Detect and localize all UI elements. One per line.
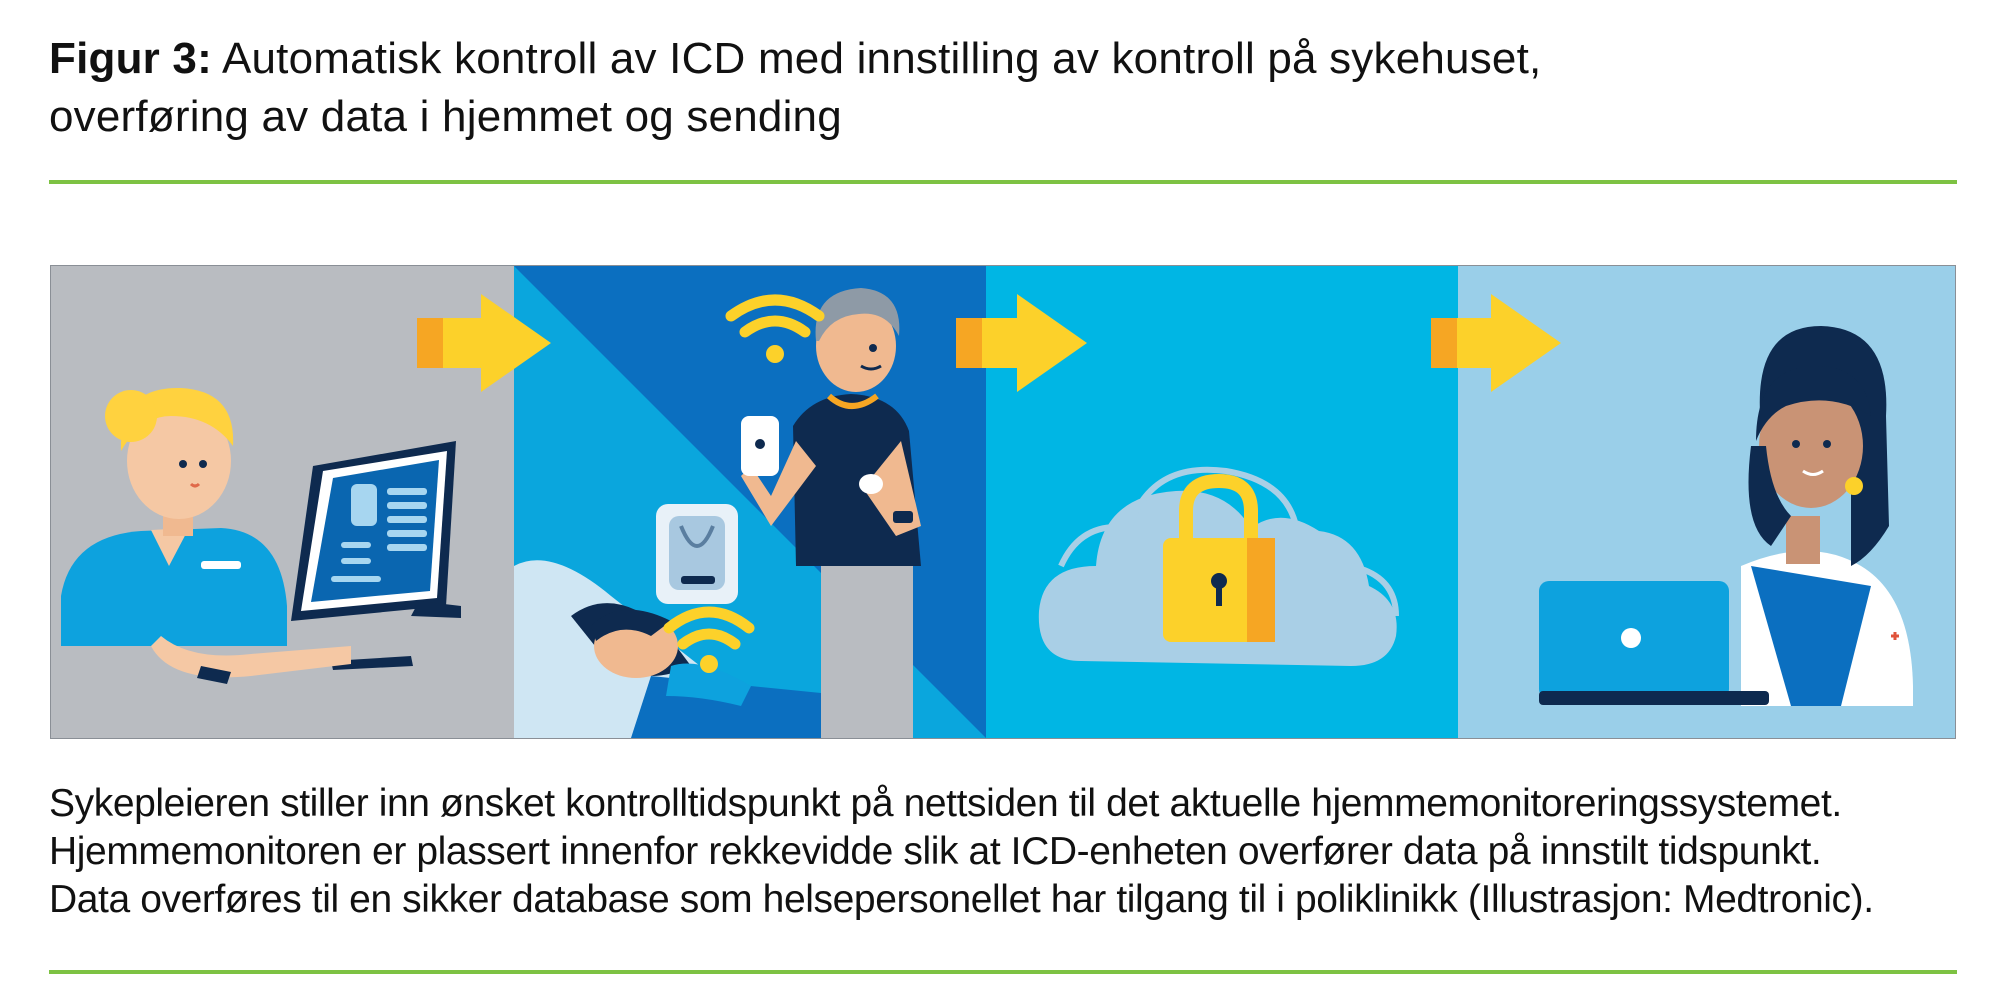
caption-line-1: Sykepleieren stiller inn ønsket kontrolltidspunkt på nettsiden til det aktuelle hjemmemonitoreringssystemet. bbox=[49, 782, 1842, 825]
figure-caption bbox=[49, 780, 1949, 924]
panel-home bbox=[514, 266, 986, 738]
home-monitor-icon bbox=[656, 504, 738, 604]
figure-label: Figur 3: bbox=[49, 34, 212, 83]
bottom-divider bbox=[49, 970, 1957, 974]
illustration-svg bbox=[51, 266, 1955, 738]
figure-title-line-1 bbox=[49, 30, 1949, 88]
figure-title bbox=[49, 30, 1949, 146]
figure-title-text-1: Automatisk kontroll av ICD med innstilling av kontroll på sykehuset, bbox=[221, 34, 1542, 83]
caption-line-3: Data overføres til en sikker database som helsepersonellet har tilgang til i poliklinikk (Illustrasjon: Medtronic). bbox=[49, 878, 1874, 921]
top-divider bbox=[49, 180, 1957, 184]
process-illustration bbox=[50, 265, 1956, 739]
figure-title-line-2: overføring av data i hjemmet og sending bbox=[49, 92, 842, 141]
caption-line-2: Hjemmemonitoren er plassert innenfor rekkevidde slik at ICD-enheten overfører data på innstilt tidspunkt. bbox=[49, 830, 1822, 873]
